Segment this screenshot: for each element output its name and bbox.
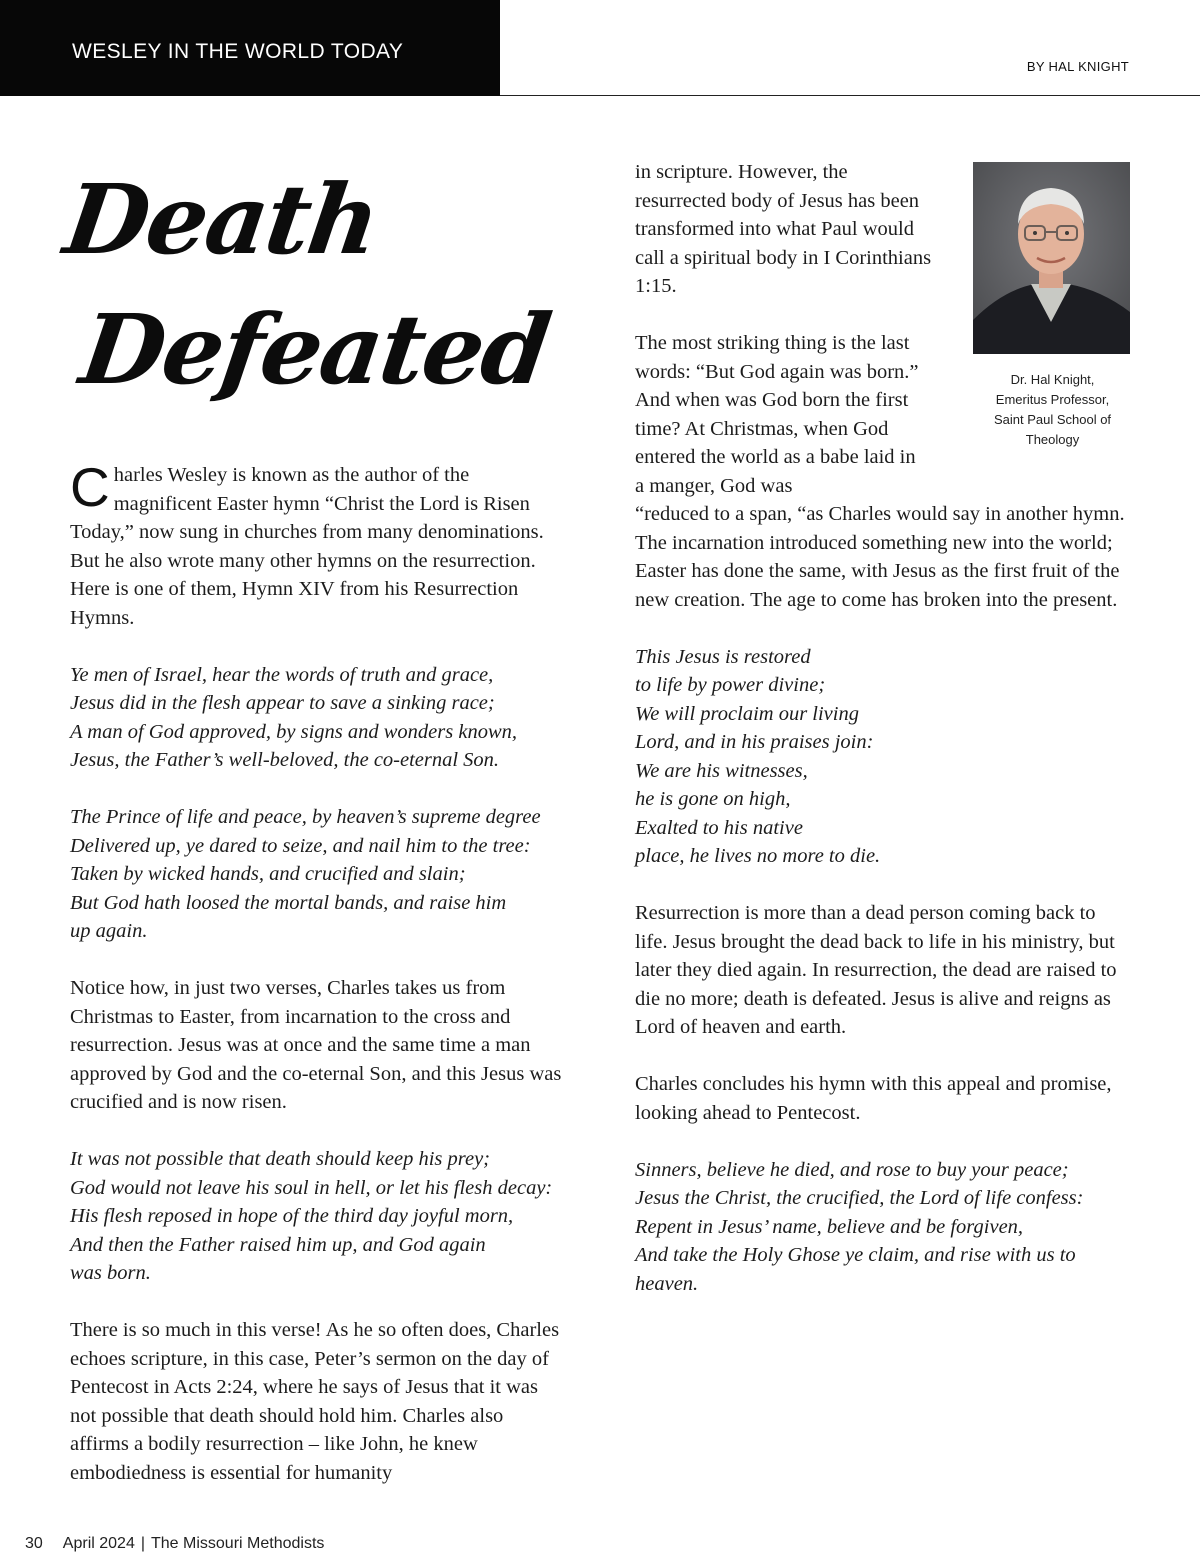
body-paragraph: in scripture. However, the resurrected body of Jesus has been transformed into what Paul would call a spiritual body in I Corinthians 1:15. — [635, 161, 932, 297]
verse-line: His flesh reposed in hope of the third day joyful morn, — [70, 1205, 514, 1227]
verse-line: Lord, and in his praises join: — [635, 731, 874, 753]
verse-line: Jesus did in the flesh appear to save a sinking race; — [70, 692, 495, 714]
hymn-verse-4 — [635, 643, 1130, 871]
hymn-verse-1 — [70, 661, 565, 775]
caption-line: Emeritus Professor, — [995, 392, 1110, 407]
intro-text: harles Wesley is known as the author of the magnificent Easter hymn “Christ the Lord is Risen Today,” now sung in churches from many denominations. But he also wrote many other hymns on the resurrection. Here is one of them, Hymn XIV from his Resurrection Hymns. — [70, 464, 544, 629]
caption-line: Dr. Hal Knight, — [1010, 372, 1095, 387]
hymn-verse-5 — [635, 1156, 1130, 1299]
verse-line: Jesus the Christ, the crucified, the Lord of life confess: — [635, 1187, 1084, 1209]
author-portrait-illustration — [973, 162, 1130, 354]
verse-line: The Prince of life and peace, by heaven’s supreme degree — [70, 806, 541, 828]
caption-line: Saint Paul School of — [993, 412, 1112, 427]
verse-line: heaven. — [635, 1272, 699, 1295]
verse-line: We are his witnesses, — [635, 759, 808, 782]
body-paragraph: Notice how, in just two verses, Charles takes us from Christmas to Easter, from incarnation to the cross and resurrection. Jesus was at once and the same time a man approved by God and the co-eternal Son, and this Jesus was crucified and is now risen. — [70, 977, 562, 1113]
verse-line: was born. — [70, 1262, 151, 1284]
author-photo — [973, 162, 1130, 354]
section-title: WESLEY IN THE WORLD TODAY — [72, 40, 404, 63]
body-paragraph: There is so much in this verse! As he so often does, Charles echoes scripture, in this case, Peter’s sermon on the day of Pentecost in Acts 2:24, where he says of Jesus that it was not possible that death should hold him. Charles also affirms a bodily resurrection – like John, he knew embodiedness is essential for humanity — [70, 1319, 560, 1484]
drop-cap: C — [70, 456, 110, 518]
byline: BY HAL KNIGHT — [1026, 59, 1129, 74]
verse-line: Taken by wicked hands, and crucified and slain; — [70, 863, 466, 885]
left-column — [70, 456, 565, 1487]
verse-line: up again. — [70, 920, 148, 942]
verse-line: Ye men of Israel, hear the words of truth and grace, — [70, 663, 494, 686]
footer-separator: | — [140, 1535, 145, 1552]
verse-line: Delivered up, ye dared to seize, and nail him to the tree: — [70, 834, 531, 857]
body-paragraph: Resurrection is more than a dead person coming back to life. Jesus brought the dead back to life in his ministry, but later they died again. In resurrection, the dead are raised to die no more; death is defeated. Jesus is alive and reigns as Lord of heaven and earth. — [635, 902, 1117, 1038]
verse-line: place, he lives no more to die. — [635, 845, 881, 867]
article-title-line-1: Death — [58, 163, 385, 276]
verse-line: And then the Father raised him up, and God again — [70, 1233, 486, 1256]
section-header-band — [0, 0, 500, 96]
verse-line: Repent in Jesus’ name, believe and be forgiven, — [635, 1215, 1024, 1238]
verse-line: Sinners, believe he died, and rose to buy your peace; — [635, 1158, 1069, 1181]
caption-line: Theology — [1025, 432, 1080, 447]
verse-line: he is gone on high, — [635, 788, 791, 810]
header-rule — [500, 95, 1200, 96]
verse-line: We will proclaim our living — [635, 702, 859, 725]
verse-line: A man of God approved, by signs and wonders known, — [70, 720, 517, 743]
publication-name: The Missouri Methodists — [151, 1535, 325, 1552]
photo-caption — [975, 370, 1130, 450]
verse-line: Exalted to his native — [635, 816, 803, 839]
hymn-verse-3 — [70, 1145, 565, 1288]
page-footer — [25, 1535, 324, 1553]
intro-paragraph — [70, 456, 565, 632]
verse-line: It was not possible that death should keep his prey; — [70, 1148, 491, 1170]
verse-line: This Jesus is restored — [635, 645, 811, 668]
body-paragraph: Charles concludes his hymn with this appeal and promise, looking ahead to Pentecost. — [635, 1073, 1112, 1124]
verse-line: And take the Holy Ghose ye claim, and rise with us to — [635, 1244, 1076, 1266]
body-text-narrow: The most striking thing is the last words: “But God again was born.” And when was God born the first time? At Christmas, when God entered the world as a babe laid in a manger, God was — [635, 332, 919, 497]
article-title-line-2: Defeated — [74, 293, 556, 406]
hymn-verse-2 — [70, 803, 565, 946]
issue-date: April 2024 — [62, 1535, 135, 1552]
page-number: 30 — [25, 1535, 43, 1552]
verse-line: God would not leave his soul in hell, or let his flesh decay: — [70, 1176, 553, 1199]
verse-line: But God hath loosed the mortal bands, and raise him — [70, 891, 507, 914]
body-text: “reduced to a span, “as Charles would say in another hymn. The incarnation introduced something new into the world; Easter has done the same, with Jesus as the first fruit of the new creation. The age to come has broken into the present. — [635, 503, 1125, 611]
verse-line: Jesus, the Father’s well-beloved, the co-eternal Son. — [70, 749, 500, 771]
verse-line: to life by power divine; — [635, 674, 826, 696]
